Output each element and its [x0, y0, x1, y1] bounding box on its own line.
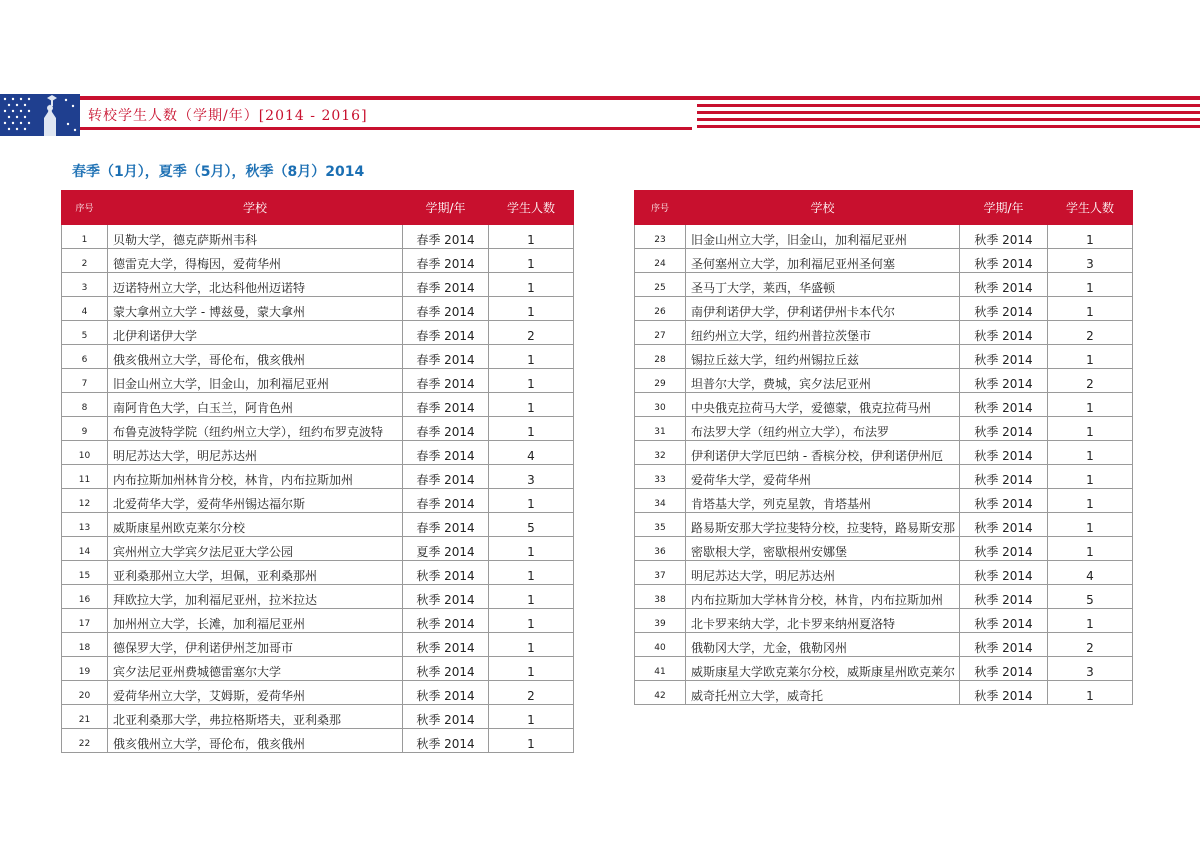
- student-count: 1: [1048, 273, 1133, 297]
- school-name: 明尼苏达大学，明尼苏达州: [108, 441, 403, 465]
- table-row: [62, 633, 574, 657]
- row-number: 33: [635, 465, 686, 489]
- student-count: 1: [1048, 297, 1133, 321]
- school-name: 伊利诺伊大学厄巴纳 - 香槟分校，伊利诺伊州厄: [686, 441, 960, 465]
- term-year: 春季 2014: [403, 393, 489, 417]
- term-year: 秋季 2014: [960, 297, 1048, 321]
- header-school: 学校: [686, 191, 960, 225]
- term-year: 春季 2014: [403, 225, 489, 249]
- term-year: 秋季 2014: [403, 681, 489, 705]
- row-number: 10: [62, 441, 108, 465]
- school-name: 德雷克大学，得梅因，爱荷华州: [108, 249, 403, 273]
- school-name: 北亚利桑那大学，弗拉格斯塔夫，亚利桑那: [108, 705, 403, 729]
- term-year: 秋季 2014: [960, 609, 1048, 633]
- school-name: 威斯康星大学欧克莱尔分校，威斯康星州欧克莱尔: [686, 657, 960, 681]
- school-name: 锡拉丘兹大学，纽约州锡拉丘兹: [686, 345, 960, 369]
- table-row: [62, 729, 574, 753]
- school-name: 圣何塞州立大学，加利福尼亚州圣何塞: [686, 249, 960, 273]
- term-year: 春季 2014: [403, 489, 489, 513]
- term-year: 秋季 2014: [403, 657, 489, 681]
- term-year: 秋季 2014: [403, 561, 489, 585]
- table-row: [635, 273, 1133, 297]
- school-name: 纽约州立大学，纽约州普拉茨堡市: [686, 321, 960, 345]
- table-row: [635, 441, 1133, 465]
- row-number: 40: [635, 633, 686, 657]
- table-row: [635, 393, 1133, 417]
- row-number: 24: [635, 249, 686, 273]
- header-term: 学期/年: [403, 191, 489, 225]
- row-number: 18: [62, 633, 108, 657]
- row-number: 29: [635, 369, 686, 393]
- student-count: 1: [489, 345, 574, 369]
- school-name: 威奇托州立大学，威奇托: [686, 681, 960, 705]
- student-count: 3: [1048, 249, 1133, 273]
- table-row: [635, 369, 1133, 393]
- term-year: 秋季 2014: [960, 585, 1048, 609]
- term-year: 秋季 2014: [960, 681, 1048, 705]
- student-count: 1: [489, 609, 574, 633]
- school-name: 亚利桑那州立大学，坦佩，亚利桑那州: [108, 561, 403, 585]
- table-row: [62, 681, 574, 705]
- table-header-row: [635, 191, 1133, 225]
- school-name: 旧金山州立大学，旧金山，加利福尼亚州: [108, 369, 403, 393]
- row-number: 11: [62, 465, 108, 489]
- transfer-table-right: [634, 190, 1133, 705]
- term-year: 春季 2014: [403, 441, 489, 465]
- header-no: 序号: [62, 191, 108, 225]
- row-number: 34: [635, 489, 686, 513]
- table-row: [62, 393, 574, 417]
- table-row: [62, 465, 574, 489]
- school-name: 加州州立大学，长滩，加利福尼亚州: [108, 609, 403, 633]
- table-row: [62, 609, 574, 633]
- term-year: 秋季 2014: [960, 513, 1048, 537]
- term-year: 秋季 2014: [403, 609, 489, 633]
- student-count: 1: [1048, 441, 1133, 465]
- school-name: 爱荷华大学，爱荷华州: [686, 465, 960, 489]
- table-row: [62, 297, 574, 321]
- header-count: 学生人数: [489, 191, 574, 225]
- student-count: 1: [489, 297, 574, 321]
- row-number: 12: [62, 489, 108, 513]
- student-count: 1: [1048, 345, 1133, 369]
- row-number: 6: [62, 345, 108, 369]
- table-row: [62, 273, 574, 297]
- student-count: 1: [489, 705, 574, 729]
- term-year: 秋季 2014: [960, 345, 1048, 369]
- student-count: 2: [1048, 633, 1133, 657]
- page-title: 转校学生人数（学期/年）[2014 - 2016]: [88, 108, 368, 124]
- row-number: 27: [635, 321, 686, 345]
- row-number: 17: [62, 609, 108, 633]
- row-number: 35: [635, 513, 686, 537]
- school-name: 俄亥俄州立大学，哥伦布，俄亥俄州: [108, 345, 403, 369]
- term-year: 秋季 2014: [960, 417, 1048, 441]
- student-count: 3: [1048, 657, 1133, 681]
- term-year: 春季 2014: [403, 513, 489, 537]
- school-name: 圣马丁大学，莱西，华盛顿: [686, 273, 960, 297]
- table-row: [635, 513, 1133, 537]
- student-count: 1: [489, 585, 574, 609]
- row-number: 21: [62, 705, 108, 729]
- student-count: 1: [489, 417, 574, 441]
- student-count: 1: [489, 249, 574, 273]
- table-row: [635, 417, 1133, 441]
- transfer-table-left: [61, 190, 574, 753]
- bottom-stripe: [80, 127, 692, 130]
- student-count: 4: [1048, 561, 1133, 585]
- student-count: 1: [1048, 609, 1133, 633]
- student-count: 1: [489, 369, 574, 393]
- table-row: [62, 441, 574, 465]
- table-row: [62, 489, 574, 513]
- student-count: 1: [1048, 417, 1133, 441]
- row-number: 20: [62, 681, 108, 705]
- school-name: 德保罗大学，伊利诺伊州芝加哥市: [108, 633, 403, 657]
- row-number: 41: [635, 657, 686, 681]
- school-name: 北伊利诺伊大学: [108, 321, 403, 345]
- term-year: 春季 2014: [403, 345, 489, 369]
- table-row: [635, 609, 1133, 633]
- student-count: 1: [489, 729, 574, 753]
- student-count: 1: [489, 657, 574, 681]
- term-year: 秋季 2014: [960, 393, 1048, 417]
- table-row: [62, 345, 574, 369]
- term-year: 秋季 2014: [960, 465, 1048, 489]
- row-number: 38: [635, 585, 686, 609]
- row-number: 14: [62, 537, 108, 561]
- term-year: 秋季 2014: [960, 369, 1048, 393]
- row-number: 13: [62, 513, 108, 537]
- school-name: 路易斯安那大学拉斐特分校，拉斐特，路易斯安那: [686, 513, 960, 537]
- table-row: [62, 369, 574, 393]
- school-name: 中央俄克拉荷马大学，爱德蒙，俄克拉荷马州: [686, 393, 960, 417]
- term-year: 秋季 2014: [960, 225, 1048, 249]
- school-name: 布法罗大学（纽约州立大学），布法罗: [686, 417, 960, 441]
- term-year: 秋季 2014: [403, 585, 489, 609]
- table-row: [635, 657, 1133, 681]
- header-school: 学校: [108, 191, 403, 225]
- school-name: 内布拉斯加州林肯分校，林肯，内布拉斯加州: [108, 465, 403, 489]
- student-count: 1: [1048, 537, 1133, 561]
- table-row: [62, 225, 574, 249]
- term-year: 春季 2014: [403, 297, 489, 321]
- table-row: [635, 321, 1133, 345]
- row-number: 26: [635, 297, 686, 321]
- term-year: 秋季 2014: [960, 537, 1048, 561]
- term-year: 春季 2014: [403, 417, 489, 441]
- table-row: [635, 345, 1133, 369]
- term-year: 秋季 2014: [960, 273, 1048, 297]
- student-count: 1: [489, 225, 574, 249]
- row-number: 5: [62, 321, 108, 345]
- top-stripe: [80, 96, 1200, 100]
- table-row: [635, 633, 1133, 657]
- student-count: 3: [489, 465, 574, 489]
- row-number: 31: [635, 417, 686, 441]
- header-count: 学生人数: [1048, 191, 1133, 225]
- school-name: 蒙大拿州立大学 - 博兹曼，蒙大拿州: [108, 297, 403, 321]
- title-banner: [0, 94, 1200, 136]
- school-name: 爱荷华州立大学，艾姆斯，爱荷华州: [108, 681, 403, 705]
- table-row: [62, 321, 574, 345]
- school-name: 俄亥俄州立大学，哥伦布，俄亥俄州: [108, 729, 403, 753]
- term-year: 春季 2014: [403, 273, 489, 297]
- school-name: 贝勒大学，德克萨斯州韦科: [108, 225, 403, 249]
- row-number: 15: [62, 561, 108, 585]
- school-name: 拜欧拉大学，加利福尼亚州，拉米拉达: [108, 585, 403, 609]
- row-number: 30: [635, 393, 686, 417]
- student-count: 1: [489, 561, 574, 585]
- table-row: [62, 513, 574, 537]
- row-number: 1: [62, 225, 108, 249]
- row-number: 8: [62, 393, 108, 417]
- flag-stripes: [697, 104, 1200, 130]
- term-year: 春季 2014: [403, 465, 489, 489]
- row-number: 32: [635, 441, 686, 465]
- table-row: [62, 417, 574, 441]
- school-name: 宾夕法尼亚州费城德雷塞尔大学: [108, 657, 403, 681]
- term-year: 秋季 2014: [960, 633, 1048, 657]
- student-count: 5: [1048, 585, 1133, 609]
- row-number: 3: [62, 273, 108, 297]
- student-count: 1: [1048, 489, 1133, 513]
- term-year: 秋季 2014: [960, 657, 1048, 681]
- school-name: 南伊利诺伊大学，伊利诺伊州卡本代尔: [686, 297, 960, 321]
- term-year: 春季 2014: [403, 321, 489, 345]
- row-number: 23: [635, 225, 686, 249]
- school-name: 布鲁克波特学院（纽约州立大学），纽约布罗克波特: [108, 417, 403, 441]
- term-year: 秋季 2014: [403, 705, 489, 729]
- student-count: 1: [1048, 225, 1133, 249]
- row-number: 7: [62, 369, 108, 393]
- term-year: 春季 2014: [403, 369, 489, 393]
- school-name: 密歇根大学，密歇根州安娜堡: [686, 537, 960, 561]
- school-name: 北爱荷华大学，爱荷华州锡达福尔斯: [108, 489, 403, 513]
- term-year: 秋季 2014: [403, 633, 489, 657]
- student-count: 2: [489, 681, 574, 705]
- term-year: 秋季 2014: [403, 729, 489, 753]
- table-row: [635, 489, 1133, 513]
- header-no: 序号: [635, 191, 686, 225]
- school-name: 俄勒冈大学，尤金，俄勒冈州: [686, 633, 960, 657]
- row-number: 19: [62, 657, 108, 681]
- school-name: 坦普尔大学，费城，宾夕法尼亚州: [686, 369, 960, 393]
- table-row: [635, 681, 1133, 705]
- table-row: [635, 249, 1133, 273]
- term-year: 秋季 2014: [960, 441, 1048, 465]
- row-number: 39: [635, 609, 686, 633]
- row-number: 36: [635, 537, 686, 561]
- term-year: 秋季 2014: [960, 489, 1048, 513]
- row-number: 4: [62, 297, 108, 321]
- school-name: 南阿肯色大学，白玉兰，阿肯色州: [108, 393, 403, 417]
- term-year: 秋季 2014: [960, 561, 1048, 585]
- us-flag-statue-of-liberty-icon: [0, 94, 80, 136]
- student-count: 1: [1048, 513, 1133, 537]
- row-number: 2: [62, 249, 108, 273]
- student-count: 1: [489, 537, 574, 561]
- student-count: 1: [489, 489, 574, 513]
- header-term: 学期/年: [960, 191, 1048, 225]
- student-count: 1: [1048, 681, 1133, 705]
- term-year: 秋季 2014: [960, 249, 1048, 273]
- school-name: 北卡罗来纳大学，北卡罗来纳州夏洛特: [686, 609, 960, 633]
- table-row: [635, 585, 1133, 609]
- row-number: 37: [635, 561, 686, 585]
- table-row: [635, 561, 1133, 585]
- school-name: 旧金山州立大学，旧金山，加利福尼亚州: [686, 225, 960, 249]
- student-count: 5: [489, 513, 574, 537]
- section-subtitle: 春季（1月），夏季（5月），秋季（8月）2014: [72, 164, 365, 180]
- term-year: 春季 2014: [403, 249, 489, 273]
- table-row: [62, 585, 574, 609]
- table-row: [62, 657, 574, 681]
- row-number: 28: [635, 345, 686, 369]
- table-row: [635, 537, 1133, 561]
- student-count: 1: [1048, 465, 1133, 489]
- row-number: 25: [635, 273, 686, 297]
- student-count: 1: [1048, 393, 1133, 417]
- student-count: 1: [489, 633, 574, 657]
- term-year: 夏季 2014: [403, 537, 489, 561]
- school-name: 宾州州立大学宾夕法尼亚大学公园: [108, 537, 403, 561]
- row-number: 16: [62, 585, 108, 609]
- student-count: 4: [489, 441, 574, 465]
- table-row: [635, 225, 1133, 249]
- table-row: [62, 561, 574, 585]
- student-count: 1: [489, 393, 574, 417]
- table-header-row: [62, 191, 574, 225]
- table-row: [62, 537, 574, 561]
- term-year: 秋季 2014: [960, 321, 1048, 345]
- school-name: 内布拉斯加大学林肯分校，林肯，内布拉斯加州: [686, 585, 960, 609]
- table-row: [62, 705, 574, 729]
- table-row: [62, 249, 574, 273]
- student-count: 2: [1048, 369, 1133, 393]
- school-name: 迈诺特州立大学，北达科他州迈诺特: [108, 273, 403, 297]
- row-number: 42: [635, 681, 686, 705]
- student-count: 2: [1048, 321, 1133, 345]
- row-number: 9: [62, 417, 108, 441]
- table-row: [635, 465, 1133, 489]
- student-count: 2: [489, 321, 574, 345]
- student-count: 1: [489, 273, 574, 297]
- table-row: [635, 297, 1133, 321]
- school-name: 肯塔基大学，列克星敦，肯塔基州: [686, 489, 960, 513]
- school-name: 威斯康星州欧克莱尔分校: [108, 513, 403, 537]
- school-name: 明尼苏达大学，明尼苏达州: [686, 561, 960, 585]
- row-number: 22: [62, 729, 108, 753]
